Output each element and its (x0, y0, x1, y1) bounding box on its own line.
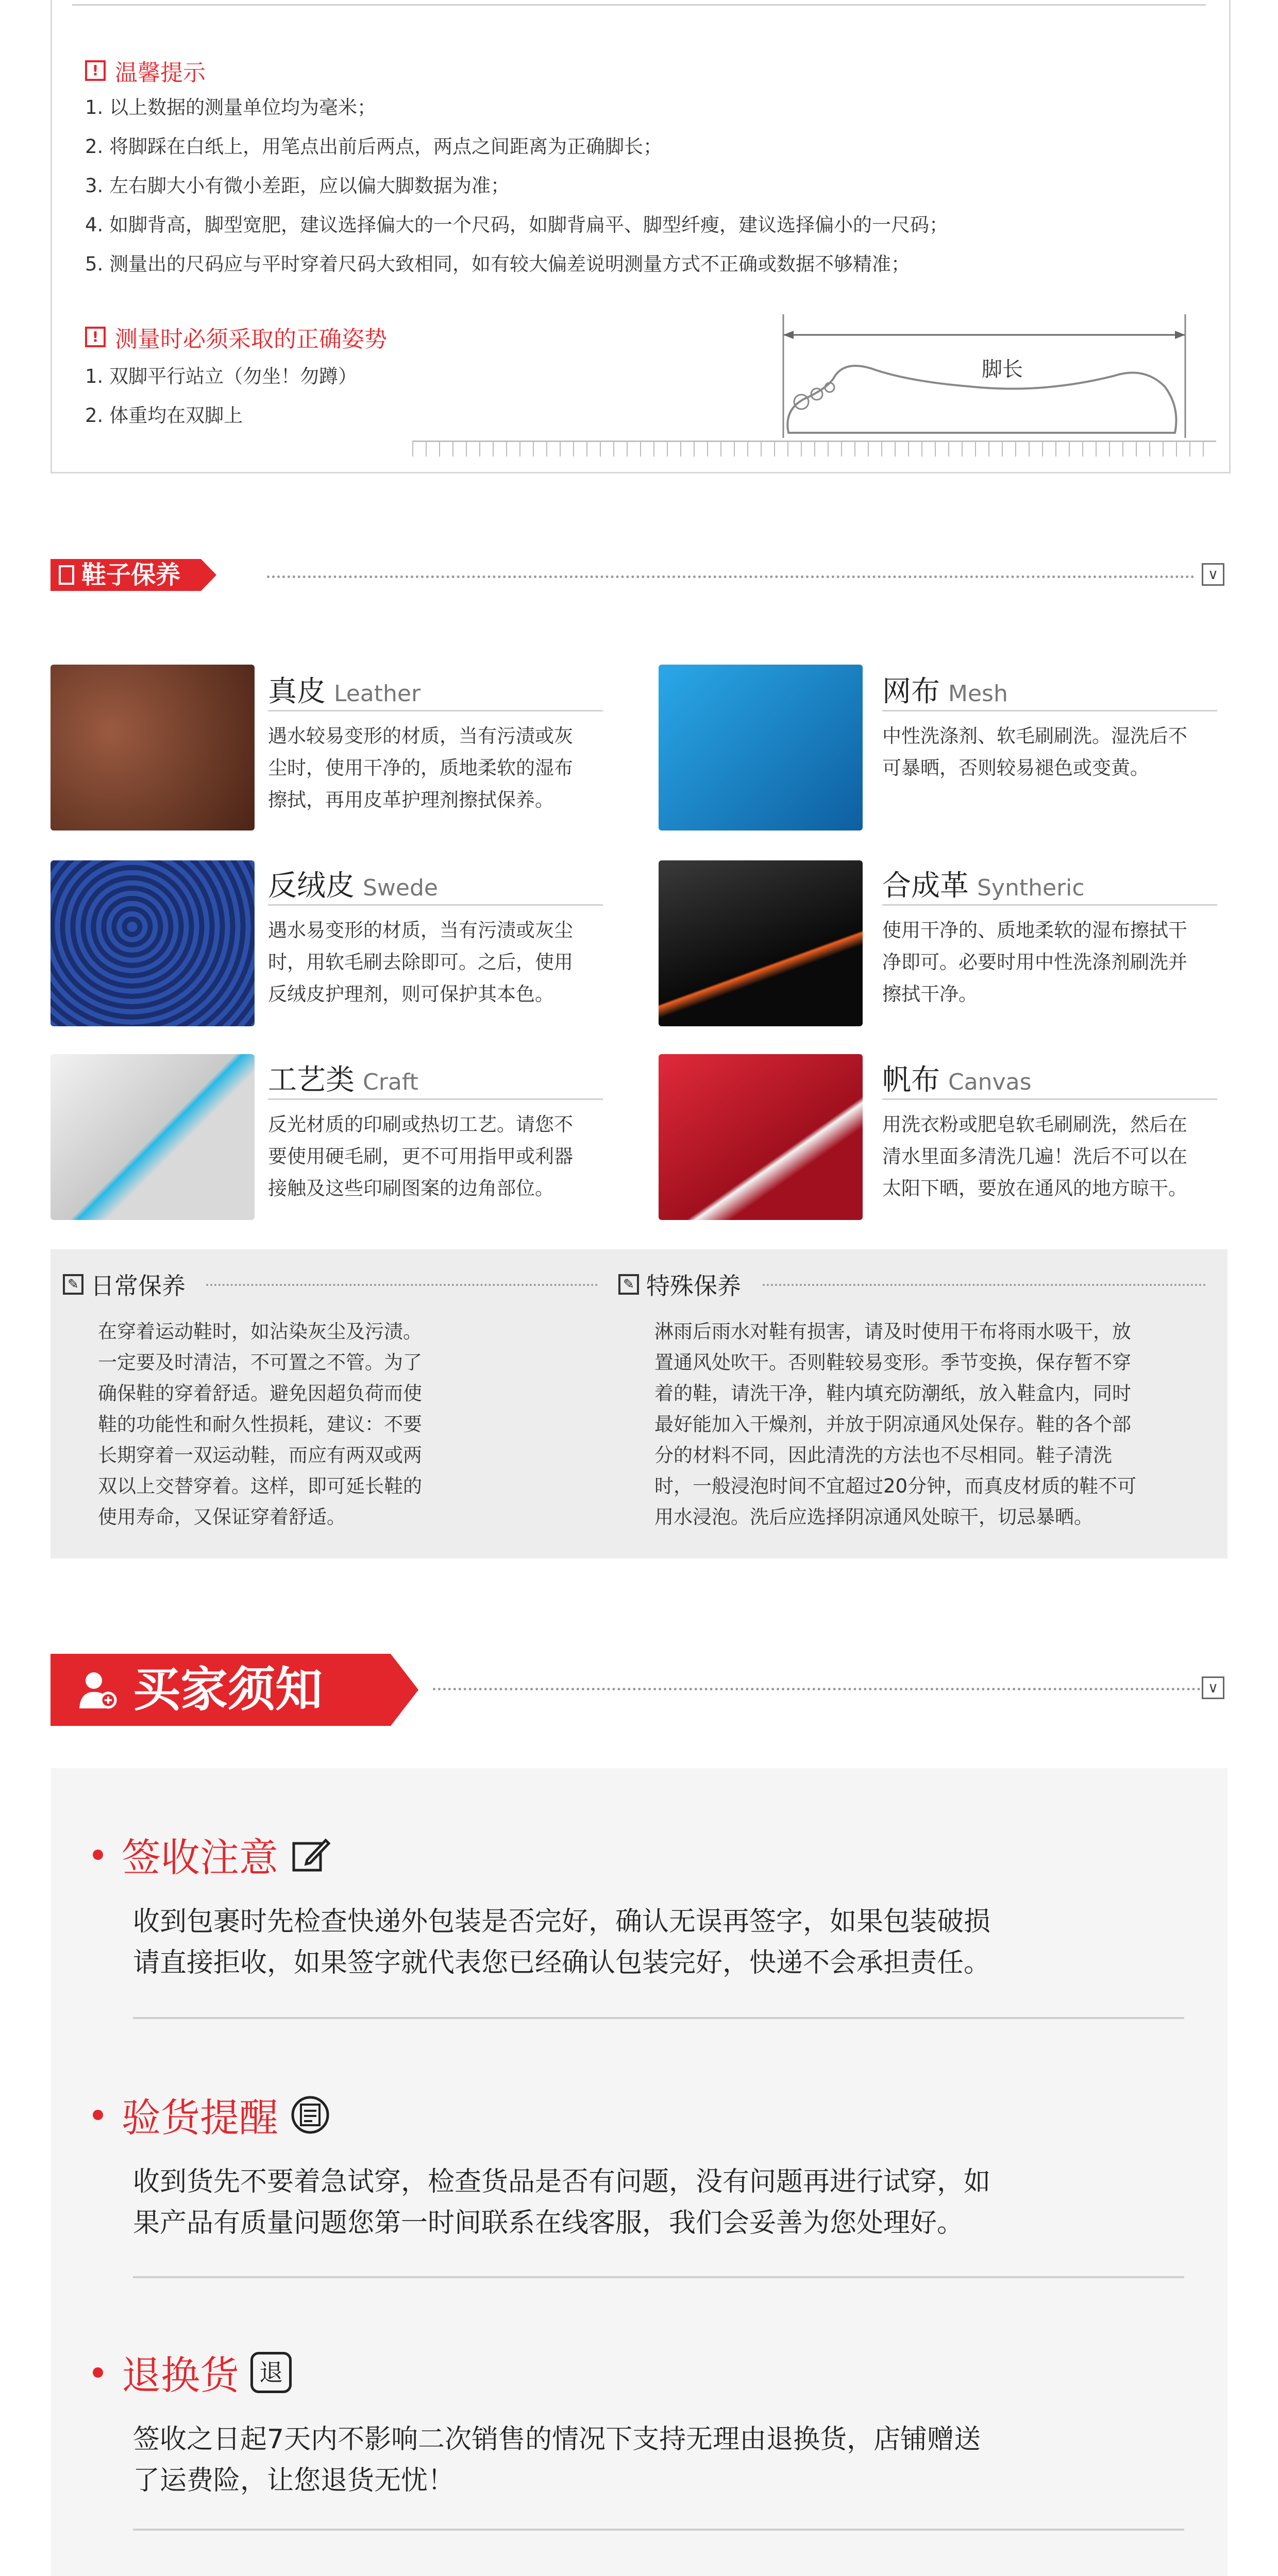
material-title-leather: 真皮 Leather (268, 675, 421, 708)
tip-item: 5. 测量出的尺码应与平时穿着尺码大致相同，如有较大偏差说明测量方式不正确或数据不够精准； (85, 253, 911, 275)
buyer-notice-tag (51, 1654, 391, 1726)
tips-heading (85, 54, 206, 87)
shoe-care-title: 鞋子保养 (81, 561, 181, 589)
divider (133, 2529, 1184, 2531)
tips-title: 温馨提示 (115, 60, 206, 86)
notice-text-signing: 收到包裹时先检查快递外包装是否完好，确认无误再签字，如果包装破损 请直接拒收，如果签字就代表您已经确认包装完好，快递不会承担责任。 (133, 1906, 991, 1978)
collapse-button[interactable]: ∨ (1202, 563, 1224, 586)
user-icon (76, 1669, 117, 1710)
document-icon (59, 565, 74, 585)
notice-text-return-exchange: 签收之日起7天内不影响二次销售的情况下支持无理由退换货，店铺赠送 了运费险，让您退货无忧！ (133, 2424, 981, 2496)
bullet (93, 2367, 103, 2378)
ruler (412, 440, 1216, 456)
leather-photo (51, 665, 255, 831)
material-desc-synthetic: 使用干净的、质地柔软的湿布擦拭干 净即可。必要时用中性洗涤剂刷洗并 擦拭干净。 (882, 919, 1187, 1005)
posture-item: 2. 体重均在双脚上 (85, 404, 243, 427)
canvas-photo (659, 1054, 863, 1220)
material-title-suede: 反绒皮 Swede (268, 869, 438, 903)
synthetic-photo (659, 860, 863, 1026)
craft-photo (51, 1054, 255, 1220)
material-title-synthetic: 合成革 Syntheric (882, 869, 1085, 903)
tip-item: 1. 以上数据的测量单位均为毫米； (85, 96, 377, 118)
size-table-bottom-edge (72, 0, 1206, 6)
daily-care-text: 在穿着运动鞋时，如沾染灰尘及污渍。 一定要及时清洁，不可置之不管。为了 确保鞋的穿着舒适。避免因超负荷而使 鞋的功能性和耐久性损耗，建议：不要 长期穿着一双运动鞋，而应有两双或两 双以上交替穿着。这样，即可延长鞋的 使用寿命，又保证穿着舒适。 (98, 1320, 422, 1528)
checklist-icon (290, 2094, 331, 2136)
collapse-button[interactable]: ∨ (1202, 1676, 1224, 1699)
tip-item: 2. 将脚踩在白纸上，用笔点出前后两点，两点之间距离为正确脚长； (85, 135, 663, 158)
edit-icon: ✎ (63, 1274, 83, 1295)
divider (133, 2017, 1184, 2019)
divider (268, 710, 603, 711)
special-care-text: 淋雨后雨水对鞋有损害，请及时使用干布将雨水吸干，放 置通风处吹干。否则鞋较易变形。季节变换，保存暂不穿 着的鞋，请洗干净，鞋内填充防潮纸，放入鞋盒内，同时 最好能加入干燥剂，并放于阴凉通风处保存。鞋的各个部 分的材料不同，因此清洗的方法也不尽相同。鞋子清洗 时，一般浸泡时间不宜超过20分钟，而真皮材质的鞋不可 用水浸泡。洗后应选择阴凉通风处晾干，切忌暴晒。 (654, 1320, 1137, 1528)
divider (133, 2276, 1184, 2278)
daily-care-heading: ✎ 日常保养 (63, 1267, 186, 1301)
bullet (93, 2110, 103, 2120)
divider (268, 1098, 603, 1100)
suede-photo (51, 860, 255, 1026)
foot-length-label: 脚长 (982, 358, 1023, 381)
material-title-canvas: 帆布 Canvas (882, 1063, 1032, 1097)
material-desc-leather: 遇水较易变形的材质，当有污渍或灰 尘时，使用干净的，质地柔软的湿布 擦拭，再用皮革护理剂擦拭保养。 (268, 725, 573, 811)
material-desc-canvas: 用洗衣粉或肥皂软毛刷刷洗，然后在 清水里面多清洗几遍！洗后不可以在 太阳下晒，要放在通风的地方晾干。 (882, 1113, 1187, 1199)
edit-icon (290, 1834, 331, 1875)
posture-heading (85, 320, 387, 353)
shoe-care-tag (51, 559, 201, 591)
tip-item: 3. 左右脚大小有微小差距，应以偏大脚数据为准； (85, 175, 510, 197)
notice-heading-inspection: 验货提醒 (93, 2087, 331, 2143)
material-desc-mesh: 中性洗涤剂、软毛刷刷洗。湿洗后不 可暴晒，否则较易褪色或变黄。 (882, 725, 1187, 779)
divider (882, 710, 1217, 711)
exclamation-icon: ! (85, 60, 106, 81)
divider (267, 575, 1195, 578)
posture-item: 1. 双脚平行站立（勿坐！勿蹲） (85, 365, 358, 387)
divider (433, 1688, 1201, 1690)
exclamation-icon: ! (85, 327, 106, 347)
material-title-craft: 工艺类 Craft (268, 1063, 418, 1097)
buyer-notice-title: 买家须知 (133, 1662, 323, 1717)
tip-item: 4. 如脚背高，脚型宽肥，建议选择偏大的一个尺码，如脚背扁平、脚型纤瘦，建议选择偏小的一尺码； (85, 214, 949, 236)
divider (882, 904, 1217, 906)
divider (268, 904, 603, 906)
divider (763, 1284, 1206, 1286)
notice-heading-signing: 签收注意 (93, 1826, 331, 1883)
special-care-heading: ✎ 特殊保养 (618, 1267, 741, 1301)
divider (882, 1098, 1217, 1100)
edit-icon: ✎ (618, 1274, 639, 1295)
divider (206, 1284, 598, 1286)
notice-text-inspection: 收到货先不要着急试穿，检查货品是否有问题，没有问题再进行试穿，如 果产品有质量问题您第一时间联系在线客服，我们会妥善为您处理好。 (133, 2166, 991, 2239)
mesh-photo (659, 665, 863, 831)
shoe-care-header (51, 559, 1227, 591)
posture-title: 测量时必须采取的正确姿势 (115, 326, 387, 352)
return-icon: 退 (250, 2352, 292, 2393)
material-title-mesh: 网布 Mesh (882, 675, 1008, 708)
notice-heading-return-exchange: 退换货 退 (93, 2344, 292, 2400)
material-desc-suede: 遇水易变形的材质，当有污渍或灰尘 时，用软毛刷去除即可。之后，使用 反绒皮护理剂，则可保护其本色。 (268, 919, 573, 1005)
material-desc-craft: 反光材质的印刷或热切工艺。请您不 要使用硬毛刷，更不可用指甲或利器 接触及这些印刷图案的边角部位。 (268, 1113, 573, 1199)
bullet (93, 1850, 103, 1860)
